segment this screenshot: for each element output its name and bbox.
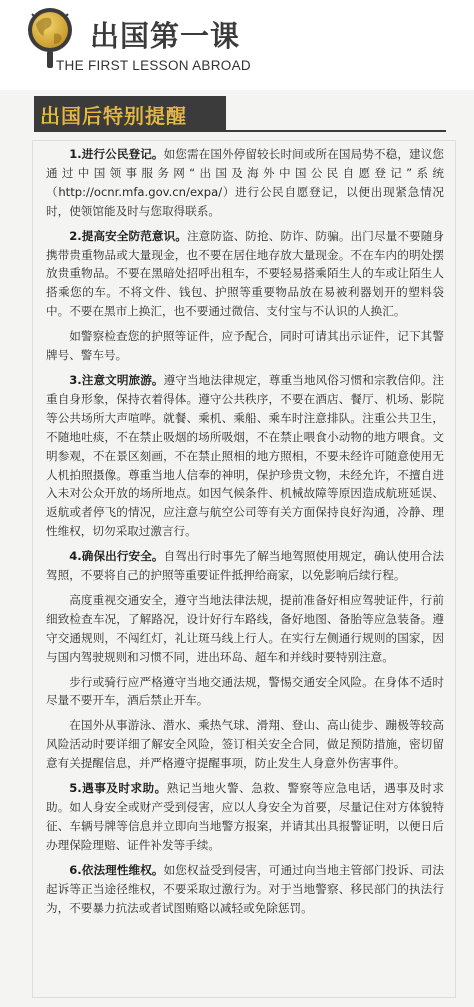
header <box>0 0 474 90</box>
banner-underline <box>226 130 446 132</box>
banner-title: 出国后特别提醒 <box>40 104 187 128</box>
paragraph-walking <box>46 673 444 711</box>
section-banner <box>0 96 474 132</box>
paragraph-label: 2.提高安全防范意识。 <box>69 228 187 243</box>
paragraph-police-check <box>46 327 444 365</box>
paragraph-text: 遵守当地法律规定，尊重当地风俗习惯和宗教信仰。注重自身形象，保持衣着得体。遵守公共秩序，不要在酒店、餐厅、机场、影院等公共场所大声喧哗。就餐、乘机、乘船、乘车时注意排队。注重公共卫生，不随地吐痰，不在禁止吸烟的场所吸烟，不在禁止喂食小动物的地方喂食。文明参观，不在景区刻画，不在禁止照相的地方照相，不要未经许可随意使用无人机拍照摄像。尊重当地人信奉的神明，保护珍贵文物，未经允许，不擅自进入未对公众开放的场所地点。如因气候条件、机械故障等原因造成航班延误、返航或者停飞的情况，应注意与航空公司等有关方面保持良好沟通，冷静、理性维权，切勿采取过激言行。 <box>46 372 444 539</box>
paragraph-label: 5.遇事及时求助。 <box>69 781 167 796</box>
paragraph-civilized-travel <box>46 371 444 541</box>
paragraph-text: 步行或骑行应严格遵守当地交通法规，警惕交通安全风险。在身体不适时尽量不要开车，酒后禁止开车。 <box>46 674 444 708</box>
paragraph-traffic <box>46 591 444 667</box>
paragraph-risk-activities <box>46 716 444 773</box>
paragraph-text: 如您权益受到侵害，可通过向当地主管部门投诉、司法起诉等正当途径维权，不要采取过激行为。对于当地警察、移民部门的执法行为，不要暴力抗法或者试图贿赂以减轻或免除惩罚。 <box>46 862 444 915</box>
paragraph-rights <box>46 861 444 918</box>
paragraph-seek-help <box>46 779 444 855</box>
paragraph-label: 1.进行公民登记。 <box>69 147 164 161</box>
page-title: 出国第一课 <box>90 19 241 53</box>
paragraph-travel-safety <box>46 547 444 585</box>
paragraph-label: 3.注意文明旅游。 <box>69 372 164 387</box>
paragraph-text: 注意防盗、防抢、防诈、防骗。出门尽量不要随身携带贵重物品或大量现金，也不要在居住地存放大量现金。不在车内的明处摆放贵重物品。不要在黑暗处招呼出租车，不要轻易搭乘陌生人的车或让陌生人搭乘您的车。不将文件、钱包、护照等重要物品放在易被利器划开的塑料袋中。不要在黑市上换汇，也不要通过微信、支付宝与不认识的人换汇。 <box>46 228 444 319</box>
paragraph-text: 如您需在国外停留较长时间或所在国局势不稳，建议您通过中国领事服务网“出国及海外中国公民自愿登记”系统（http://ocnr.mfa.gov.cn/expa/）进行公民自愿登记，以便出现紧急情况时，使领馆能及时与您取得联系。 <box>46 147 444 218</box>
paragraph-label: 4.确保出行安全。 <box>69 549 164 564</box>
paragraph-text: 熟记当地火警、急救、警察等应急电话，遇事及时求助。如人身安全或财产受到侵害，应以人身安全为首要，尽量记住对方体貌特征、车辆号牌等信息并立即向当地警方报案，并请其出具报警证明，以便日后办理保险理赔、证件补发等手续。 <box>46 781 444 852</box>
paragraph-registration <box>46 145 444 221</box>
paragraph-text: 如警察检查您的护照等证件，应予配合，同时可请其出示证件，记下其警牌号、警车号。 <box>46 329 444 363</box>
page-subtitle: THE FIRST LESSON ABROAD <box>56 58 251 73</box>
content-body <box>46 145 444 923</box>
paragraph-text: 在国外从事游泳、潜水、乘热气球、滑翔、登山、高山徒步、蹦极等较高风险活动时要详细了解安全风险，签订相关安全合同，做足预防措施，密切留意有关提醒信息，并严格遵守提醒事项，防止发生人身意外伤害事件。 <box>46 718 444 771</box>
paragraph-safety <box>46 227 444 322</box>
paragraph-text: 高度重视交通安全，遵守当地法律法规，提前准备好相应驾驶证件，行前细致检查车况，了解路况，设计好行车路线，备好地图、备胎等应急装备。遵守交通规则，不闯红灯，礼让斑马线上行人。在实行左侧通行规则的国家，因与国内驾驶规则和习惯不同，进出环岛、超车和并线时要特别注意。 <box>46 592 444 664</box>
paragraph-label: 6.依法理性维权。 <box>69 862 164 877</box>
paragraph-text: 自驾出行时事先了解当地驾照使用规定，确认使用合法驾照，不要将自己的护照等重要证件抵押给商家，以免影响后续行程。 <box>46 549 444 583</box>
